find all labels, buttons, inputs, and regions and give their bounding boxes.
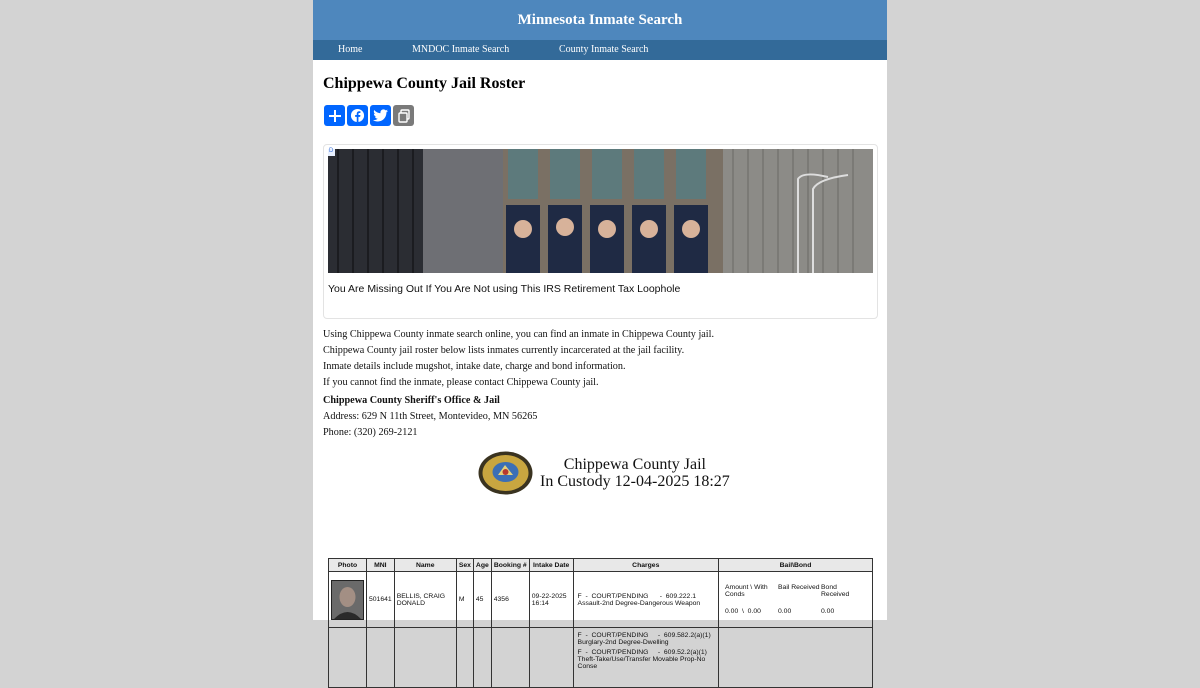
roster-title-line1: Chippewa County Jail: [563, 456, 706, 473]
copy-link-button[interactable]: [393, 105, 414, 126]
bond-header: Bond Received: [821, 584, 850, 598]
intake-cell: 09-22-2025 16:14: [529, 572, 573, 628]
column-header: MNI: [367, 559, 395, 572]
column-header: Age: [473, 559, 491, 572]
intro-line: Using Chippewa County inmate search online, you can find an inmate in Chippewa County jail.: [323, 329, 715, 340]
column-header: Photo: [329, 559, 367, 572]
twitter-share-button[interactable]: [370, 105, 391, 126]
office-address: Address: 629 N 11th Street, Montevideo, MN 56265: [323, 411, 538, 422]
office-info: [323, 393, 537, 441]
name-cell: [394, 628, 456, 688]
charge-status: F - COURT/PENDING - 609.52.2(a)(1): [577, 649, 707, 656]
page: [313, 0, 887, 670]
table-row: [329, 628, 873, 688]
sponsored-ad[interactable]: [323, 144, 878, 319]
office-phone: Phone: (320) 269-2121: [323, 427, 418, 438]
share-buttons: [324, 105, 414, 126]
charge-description: Theft-Take/Use/Transfer Movable Prop-No Conse: [577, 656, 706, 670]
column-header: Charges: [573, 559, 718, 572]
plus-icon: [328, 109, 342, 123]
sheriff-seal-icon: [478, 451, 533, 495]
charge-status: F - COURT/PENDING - 609.222.1: [577, 592, 697, 600]
mni-cell: [367, 628, 395, 688]
share-button[interactable]: [324, 105, 345, 126]
intro-text: [323, 327, 714, 391]
bond-header: Amount \ With Conds: [725, 584, 768, 598]
age-cell: 45: [473, 572, 491, 628]
table-row: [329, 572, 873, 628]
charges-cell: [573, 572, 718, 628]
charges-cell: [573, 628, 718, 688]
bond-value: 0.00 \ 0.00: [725, 608, 761, 615]
roster-title-line2: In Custody 12-04-2025 18:27: [540, 473, 730, 490]
intro-line: If you cannot find the inmate, please contact Chippewa County jail.: [323, 377, 599, 388]
sex-cell: M: [456, 572, 473, 628]
inmate-roster-table: [328, 558, 873, 688]
site-title[interactable]: Minnesota Inmate Search: [517, 12, 683, 28]
photo-cell: [329, 572, 367, 628]
column-header: Sex: [456, 559, 473, 572]
facebook-icon: [350, 108, 365, 123]
column-header: Bail\Bond: [719, 559, 873, 572]
ad-choices-badge[interactable]: D: [329, 148, 334, 154]
sex-cell: [456, 628, 473, 688]
booking-cell: [491, 628, 529, 688]
bond-value: 0.00: [821, 608, 835, 615]
ad-headline[interactable]: You Are Missing Out If You Are Not using This IRS Retirement Tax Loophole: [328, 283, 681, 295]
intro-line: Chippewa County jail roster below lists inmates currently incarcerated at the jail facility.: [323, 345, 685, 356]
charge-description: Burglary-2nd Degree-Dwelling: [577, 639, 669, 646]
charge-description: Assault-2nd Degree-Dangerous Weapon: [577, 599, 701, 607]
bond-grid: [721, 584, 870, 615]
age-cell: [473, 628, 491, 688]
charge-status: F - COURT/PENDING - 609.582.2(a)(1): [577, 632, 711, 639]
nav-mndoc-link[interactable]: MNDOC Inmate Search: [412, 44, 510, 55]
intake-cell: [529, 628, 573, 688]
mni-cell: 501641: [367, 572, 395, 628]
site-header: [313, 0, 887, 40]
main-nav: [313, 40, 887, 60]
column-header: Booking #: [491, 559, 529, 572]
booking-cell: 4356: [491, 572, 529, 628]
inmate-mugshot[interactable]: [331, 580, 364, 620]
bond-value: 0.00: [778, 608, 792, 615]
photo-cell: [329, 628, 367, 688]
charge-entry: [578, 649, 714, 670]
page-title: Chippewa County Jail Roster: [323, 75, 526, 92]
table-header-row: [329, 559, 873, 572]
office-name: Chippewa County Sheriff's Office & Jail: [323, 395, 500, 406]
intro-line: Inmate details include mugshot, intake date, charge and bond information.: [323, 361, 626, 372]
column-header: Intake Date: [529, 559, 573, 572]
facebook-share-button[interactable]: [347, 105, 368, 126]
nav-county-link[interactable]: County Inmate Search: [559, 44, 649, 55]
roster-title: [540, 456, 730, 490]
bond-cell: [719, 628, 873, 688]
bond-header: Bail Received: [778, 584, 820, 591]
charge-entry: [578, 632, 714, 646]
nav-home-link[interactable]: Home: [338, 44, 363, 55]
twitter-icon: [373, 109, 388, 122]
copy-link-icon: [397, 109, 411, 123]
bond-cell: [719, 572, 873, 628]
ad-image[interactable]: [328, 149, 873, 273]
charge-entry: [578, 593, 714, 607]
name-cell: BELLIS, CRAIG DONALD: [394, 572, 456, 628]
column-header: Name: [394, 559, 456, 572]
